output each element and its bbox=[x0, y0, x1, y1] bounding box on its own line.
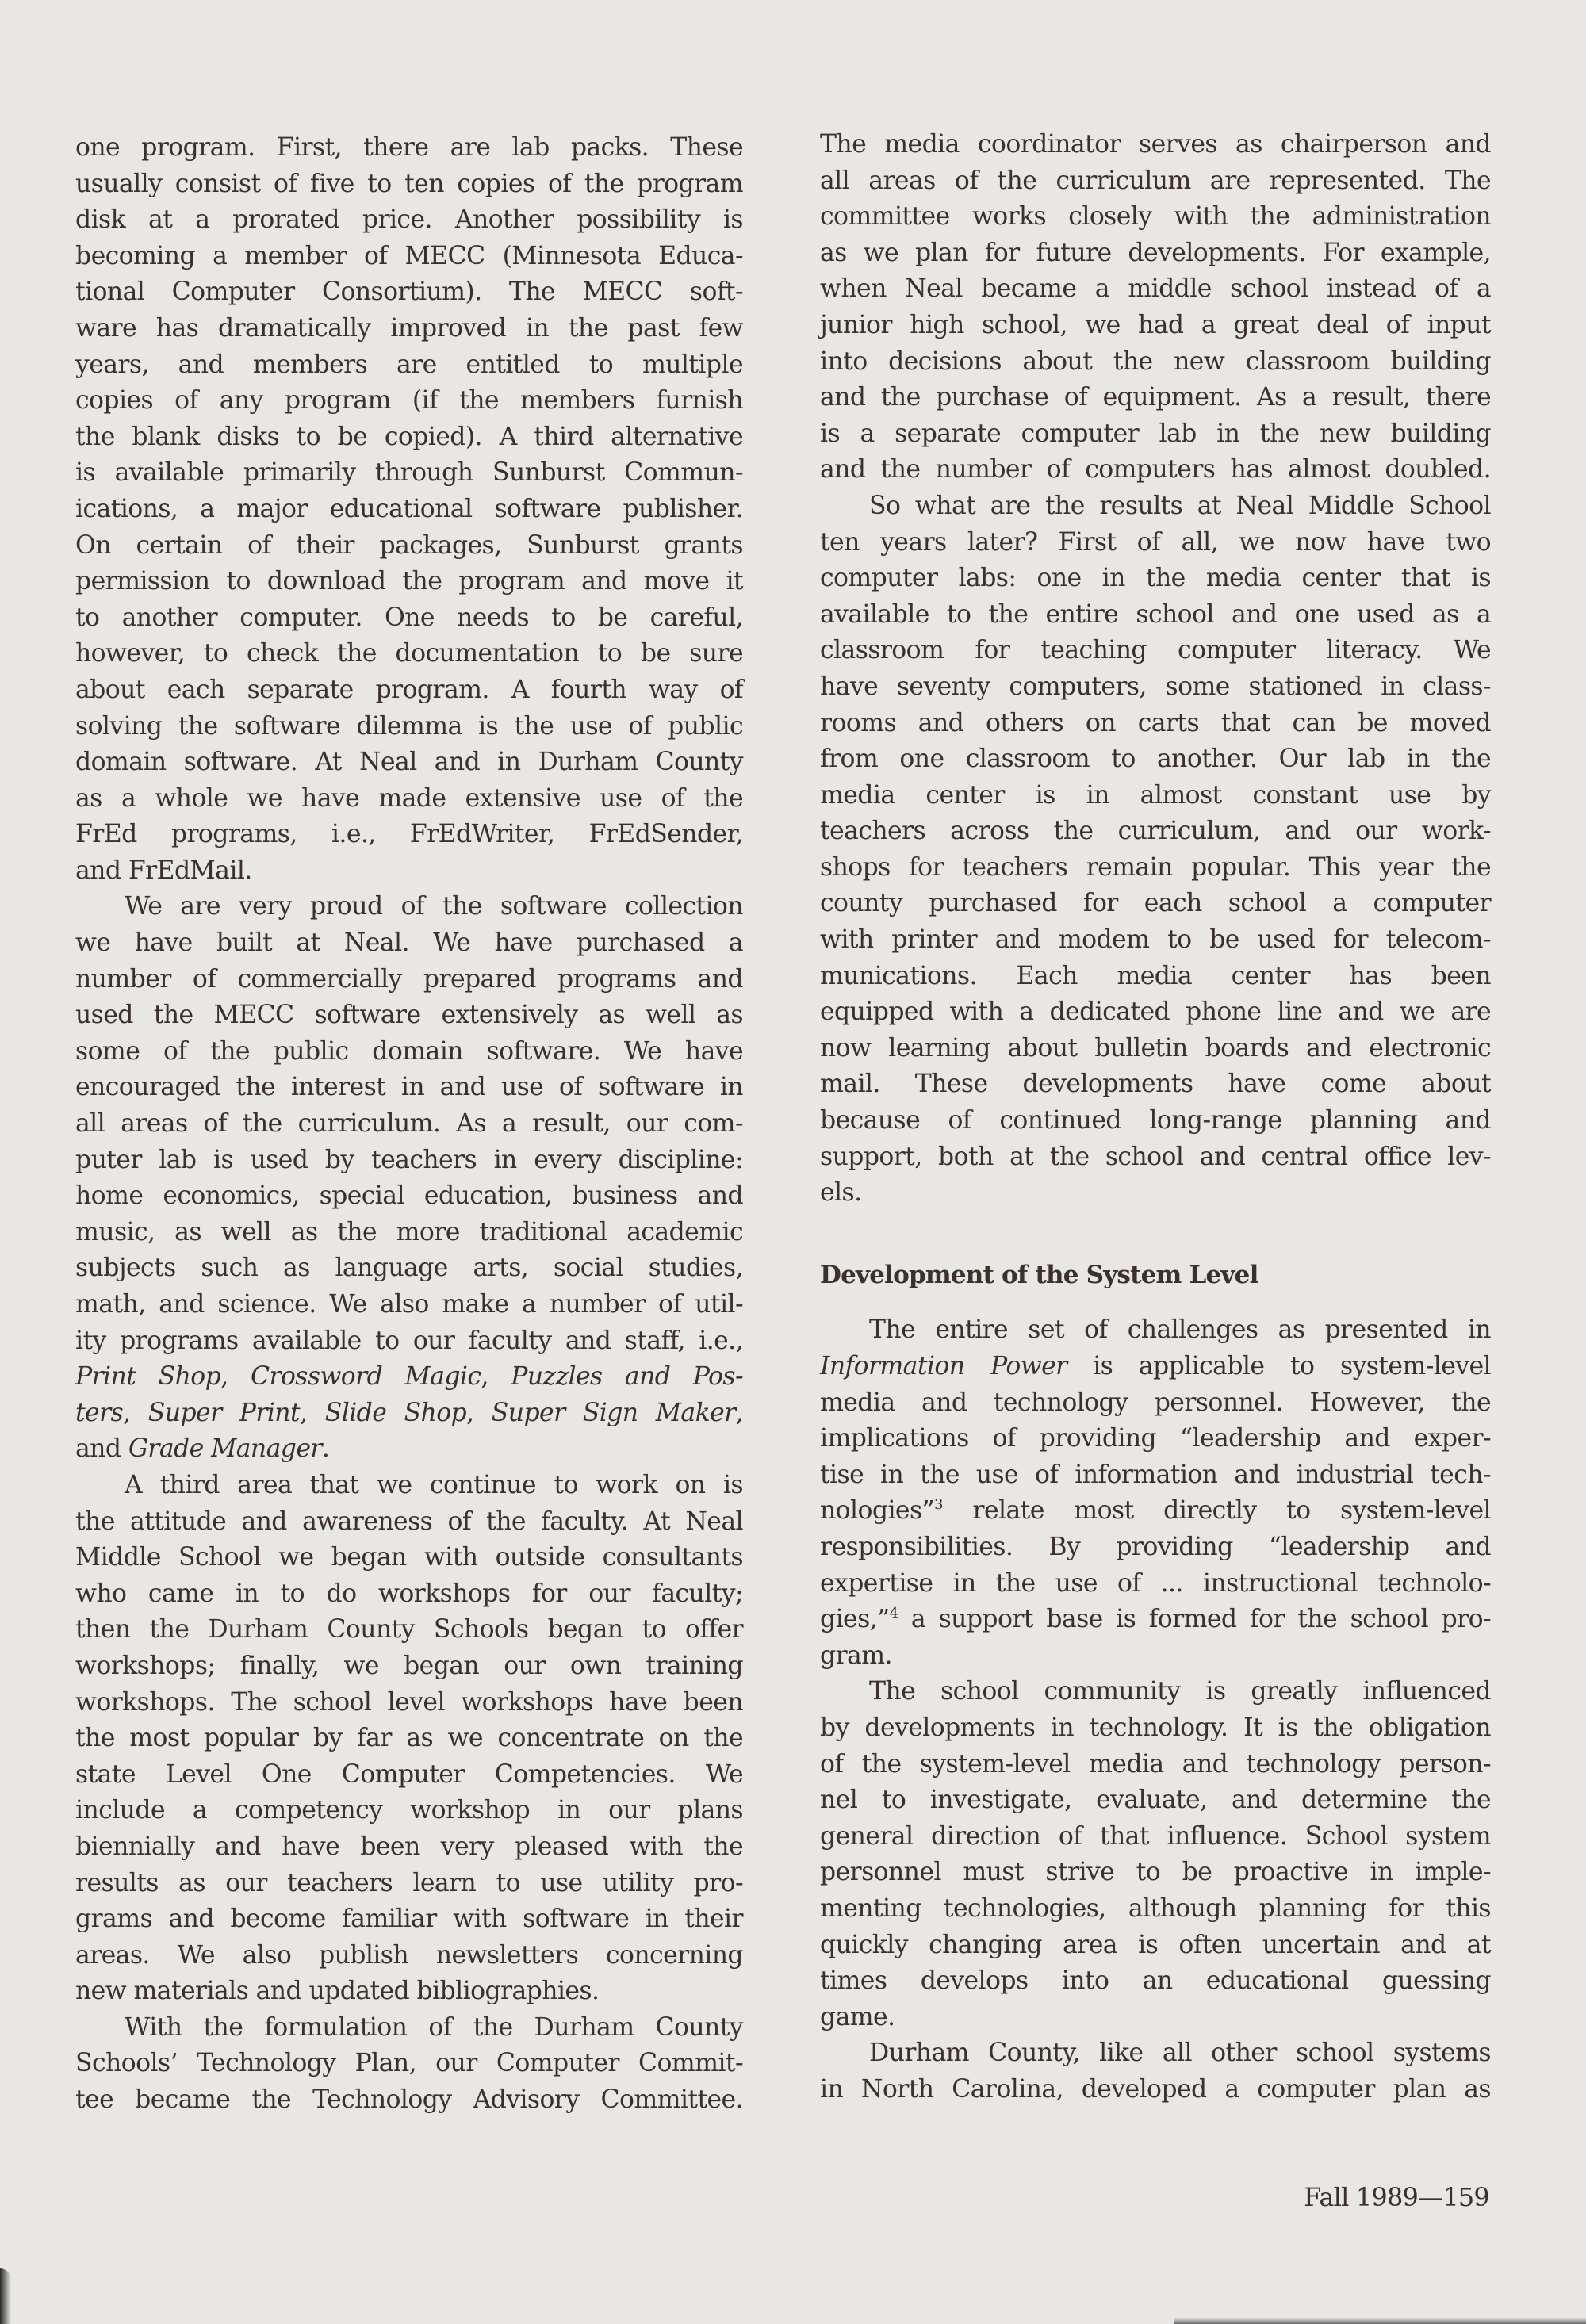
text-line: because of continued long-range planning and bbox=[820, 1106, 1491, 1135]
text-line: becoming a member of MECC (Minnesota Educa- bbox=[75, 241, 743, 270]
text-line: include a competency workshop in our plans bbox=[75, 1796, 743, 1825]
text-line: however, to check the documentation to be sure bbox=[75, 639, 743, 668]
text-line: personnel must strive to be proactive in imple- bbox=[820, 1858, 1491, 1887]
text-line: ten years later? First of all, we now have two bbox=[820, 527, 1491, 557]
text-line: media center is in almost constant use by bbox=[820, 780, 1491, 810]
text-line: new materials and updated bibliographies. bbox=[75, 1977, 600, 2006]
text-line: The school community is greatly influenced bbox=[869, 1677, 1491, 1706]
paragraph-faculty-attitude bbox=[75, 1468, 743, 2010]
scan-edge-shadow-left bbox=[0, 2268, 11, 2324]
separator: and bbox=[75, 1434, 128, 1464]
text-line: equipped with a dedicated phone line and we are bbox=[820, 997, 1491, 1027]
text-line: solving the software dilemma is the use of public bbox=[75, 711, 743, 741]
text-line: of the system-level media and technology person- bbox=[820, 1749, 1491, 1778]
text-line: state Level One Computer Competencies. We bbox=[75, 1759, 743, 1789]
text-line: With the formulation of the Durham County bbox=[125, 2012, 743, 2042]
text-line: and the number of computers has almost doubled. bbox=[820, 455, 1491, 484]
text-line: tional Computer Consortium). The MECC soft- bbox=[75, 278, 743, 307]
text-line: permission to download the program and move it bbox=[75, 567, 743, 596]
text-line: So what are the results at Neal Middle School bbox=[869, 491, 1491, 520]
text-line: usually consist of five to ten copies of the program bbox=[75, 169, 743, 198]
right-column bbox=[820, 127, 1491, 2108]
text-line: is available primarily through Sunburst Commun- bbox=[75, 458, 743, 488]
software-title: Print Shop bbox=[75, 1362, 221, 1392]
text-line: all areas of the curriculum are represented. The bbox=[820, 166, 1491, 195]
text-line: tee became the Technology Advisory Committee. bbox=[75, 2085, 743, 2115]
text-line: ications, a major educational software publisher. bbox=[75, 494, 743, 523]
book-title: Information Power bbox=[820, 1352, 1067, 1380]
software-title: ters bbox=[75, 1398, 124, 1427]
text-line: results as our teachers learn to use utility pro- bbox=[75, 1868, 743, 1897]
text-line: from one classroom to another. Our lab in the bbox=[820, 745, 1491, 774]
text-line: els. bbox=[820, 1178, 862, 1208]
text-line bbox=[820, 1602, 1491, 1638]
separator: . bbox=[321, 1434, 330, 1464]
text-line: home economics, special education, business and bbox=[75, 1181, 743, 1211]
text-line: disk at a prorated price. Another possibility is bbox=[75, 205, 743, 235]
text-line: puter lab is used by teachers in every discipline: bbox=[75, 1145, 743, 1174]
text-line: music, as well as the more traditional academic bbox=[75, 1217, 743, 1246]
text-line: responsibilities. By providing “leadership and bbox=[820, 1532, 1491, 1561]
paragraph-technology-plan bbox=[75, 2010, 743, 2119]
text-line: who came in to do workshops for our faculty; bbox=[75, 1579, 743, 1608]
text-line: some of the public domain software. We have bbox=[75, 1036, 743, 1066]
text-line: Schools’ Technology Plan, our Computer Commit- bbox=[75, 2049, 743, 2078]
text-line: as we plan for future developments. For example, bbox=[820, 238, 1491, 267]
text-line: classroom for teaching computer literacy. We bbox=[820, 636, 1491, 665]
text-line bbox=[820, 1493, 1491, 1530]
text-line: A third area that we continue to work on is bbox=[125, 1470, 743, 1499]
text-line: math, and science. We also make a number of util- bbox=[75, 1290, 743, 1319]
text-line: and the purchase of equipment. As a result, there bbox=[820, 383, 1491, 412]
text-line: into decisions about the new classroom building bbox=[820, 346, 1491, 376]
text-line: grams and become familiar with software in their bbox=[75, 1905, 743, 1934]
text-line: biennially and have been very pleased with the bbox=[75, 1832, 743, 1861]
text-line: gram. bbox=[820, 1641, 892, 1670]
text-line: domain software. At Neal and in Durham County bbox=[75, 748, 743, 777]
text-line: we have built at Neal. We have purchased a bbox=[75, 928, 743, 958]
text-line: subjects such as language arts, social studies, bbox=[75, 1254, 743, 1283]
text-line: mail. These developments have come about bbox=[820, 1070, 1491, 1099]
page-footer-folio: Fall 1989—159 bbox=[1304, 2182, 1489, 2212]
text-fragment: is applicable to system-level bbox=[1067, 1352, 1491, 1380]
software-title: Slide Shop bbox=[324, 1398, 467, 1427]
text-line: the most popular by far as we concentrate on the bbox=[75, 1724, 743, 1753]
paragraph-system-challenges bbox=[820, 1312, 1491, 1674]
text-line: have seventy computers, some stationed in class- bbox=[820, 672, 1491, 701]
text-line: committee works closely with the administration bbox=[820, 202, 1491, 232]
text-line: general direction of that influence. School system bbox=[820, 1821, 1491, 1851]
text-line: to another computer. One needs to be careful, bbox=[75, 603, 743, 632]
separator: , bbox=[123, 1398, 148, 1427]
footnote-ref-3: 3 bbox=[934, 1496, 943, 1514]
paragraph-results-ten-years bbox=[820, 488, 1491, 1212]
text-line: computer labs: one in the media center that is bbox=[820, 564, 1491, 593]
text-line: The media coordinator serves as chairperson and bbox=[820, 130, 1491, 159]
text-line: We are very proud of the software collection bbox=[125, 892, 743, 921]
footnote-ref-4: 4 bbox=[889, 1605, 898, 1622]
text-line: expertise in the use of ... instructional technolo- bbox=[820, 1568, 1491, 1598]
text-line: media and technology personnel. However, the bbox=[820, 1388, 1491, 1417]
text-line: as a whole we have made extensive use of the bbox=[75, 783, 743, 813]
text-line: by developments in technology. It is the obligation bbox=[820, 1713, 1491, 1742]
separator: , bbox=[735, 1398, 743, 1427]
software-title: Puzzles and Pos- bbox=[511, 1362, 743, 1392]
text-line: workshops. The school level workshops have been bbox=[75, 1687, 743, 1717]
text-line: ware has dramatically improved in the past few bbox=[75, 313, 743, 343]
left-column bbox=[75, 130, 743, 2119]
separator: , bbox=[220, 1362, 251, 1392]
software-titles-line bbox=[75, 1431, 743, 1468]
paragraph-software-options bbox=[75, 130, 743, 889]
text-line: number of commercially prepared programs and bbox=[75, 964, 743, 994]
text-line: in North Carolina, developed a computer plan as bbox=[820, 2074, 1491, 2104]
text-line: used the MECC software extensively as well as bbox=[75, 1001, 743, 1030]
text-fragment: relate most directly to system-level bbox=[942, 1496, 1491, 1526]
text-line: county purchased for each school a computer bbox=[820, 889, 1491, 918]
scan-edge-shadow-bottom bbox=[1174, 2318, 1586, 2324]
text-line: areas. We also publish newsletters concerning bbox=[75, 1940, 743, 1970]
text-fragment: nologies” bbox=[820, 1496, 935, 1526]
text-line: and FrEdMail. bbox=[75, 856, 252, 885]
text-line bbox=[820, 1349, 1491, 1385]
text-line: years, and members are entitled to multiple bbox=[75, 350, 743, 379]
text-line: Durham County, like all other school systems bbox=[869, 2039, 1491, 2068]
text-line: The entire set of challenges as presented in bbox=[869, 1315, 1491, 1345]
text-line: shops for teachers remain popular. This year the bbox=[820, 852, 1491, 882]
text-line: munications. Each media center has been bbox=[820, 961, 1491, 990]
separator: , bbox=[481, 1362, 511, 1392]
text-fragment: a support base is formed for the school pro- bbox=[898, 1605, 1491, 1634]
text-line: implications of providing “leadership and exper- bbox=[820, 1424, 1491, 1453]
text-line: the blank disks to be copied). A third alternative bbox=[75, 422, 743, 451]
software-title: Crossword Magic bbox=[250, 1362, 481, 1392]
text-line: rooms and others on carts that can be moved bbox=[820, 708, 1491, 737]
software-titles-line bbox=[75, 1396, 743, 1432]
text-line: when Neal became a middle school instead of a bbox=[820, 274, 1491, 304]
text-line: game. bbox=[820, 2002, 895, 2031]
text-line: with printer and modem to be used for telecom- bbox=[820, 925, 1491, 955]
text-line: junior high school, we had a great deal of input bbox=[820, 310, 1491, 339]
paragraph-software-collection bbox=[75, 889, 743, 1468]
software-title: Grade Manager bbox=[128, 1434, 322, 1464]
software-title: Super Print bbox=[147, 1398, 301, 1427]
text-line: times develops into an educational guessing bbox=[820, 1966, 1491, 1996]
text-line: all areas of the curriculum. As a result, our com- bbox=[75, 1109, 743, 1139]
text-fragment: gies,” bbox=[820, 1605, 890, 1634]
text-line: menting technologies, although planning for this bbox=[820, 1893, 1491, 1923]
paragraph-durham-computer-plan bbox=[820, 2035, 1491, 2108]
text-line: available to the entire school and one used as a bbox=[820, 599, 1491, 629]
separator: , bbox=[300, 1398, 325, 1427]
text-line: encouraged the interest in and use of software in bbox=[75, 1073, 743, 1102]
text-line: ity programs available to our faculty and staff, i.e., bbox=[75, 1326, 743, 1355]
section-heading: Development of the System Level bbox=[820, 1260, 1258, 1289]
software-title: Super Sign Maker bbox=[491, 1398, 736, 1427]
paragraph-media-coordinator bbox=[820, 127, 1491, 488]
text-line: FrEd programs, i.e., FrEdWriter, FrEdSender, bbox=[75, 820, 743, 849]
text-line: one program. First, there are lab packs. These bbox=[75, 133, 743, 162]
text-line: workshops; finally, we began our own training bbox=[75, 1651, 743, 1680]
text-line: nel to investigate, evaluate, and determine the bbox=[820, 1786, 1491, 1815]
text-line: then the Durham County Schools began to offer bbox=[75, 1615, 743, 1644]
software-titles-line bbox=[75, 1359, 743, 1396]
text-line: the attitude and awareness of the faculty. At Neal bbox=[75, 1507, 743, 1536]
text-line: quickly changing area is often uncertain and at bbox=[820, 1930, 1491, 1959]
text-line: Middle School we began with outside consultants bbox=[75, 1543, 743, 1572]
text-line: tise in the use of information and industrial tech- bbox=[820, 1460, 1491, 1489]
paragraph-school-community bbox=[820, 1674, 1491, 2035]
text-line: copies of any program (if the members furnish bbox=[75, 386, 743, 415]
separator: , bbox=[466, 1398, 492, 1427]
text-line: support, both at the school and central office lev- bbox=[820, 1142, 1491, 1171]
text-line: On certain of their packages, Sunburst grants bbox=[75, 530, 743, 560]
text-line: now learning about bulletin boards and electronic bbox=[820, 1033, 1491, 1062]
text-line: about each separate program. A fourth way of bbox=[75, 675, 743, 704]
text-line: is a separate computer lab in the new building bbox=[820, 419, 1491, 448]
text-line: teachers across the curriculum, and our work- bbox=[820, 817, 1491, 846]
